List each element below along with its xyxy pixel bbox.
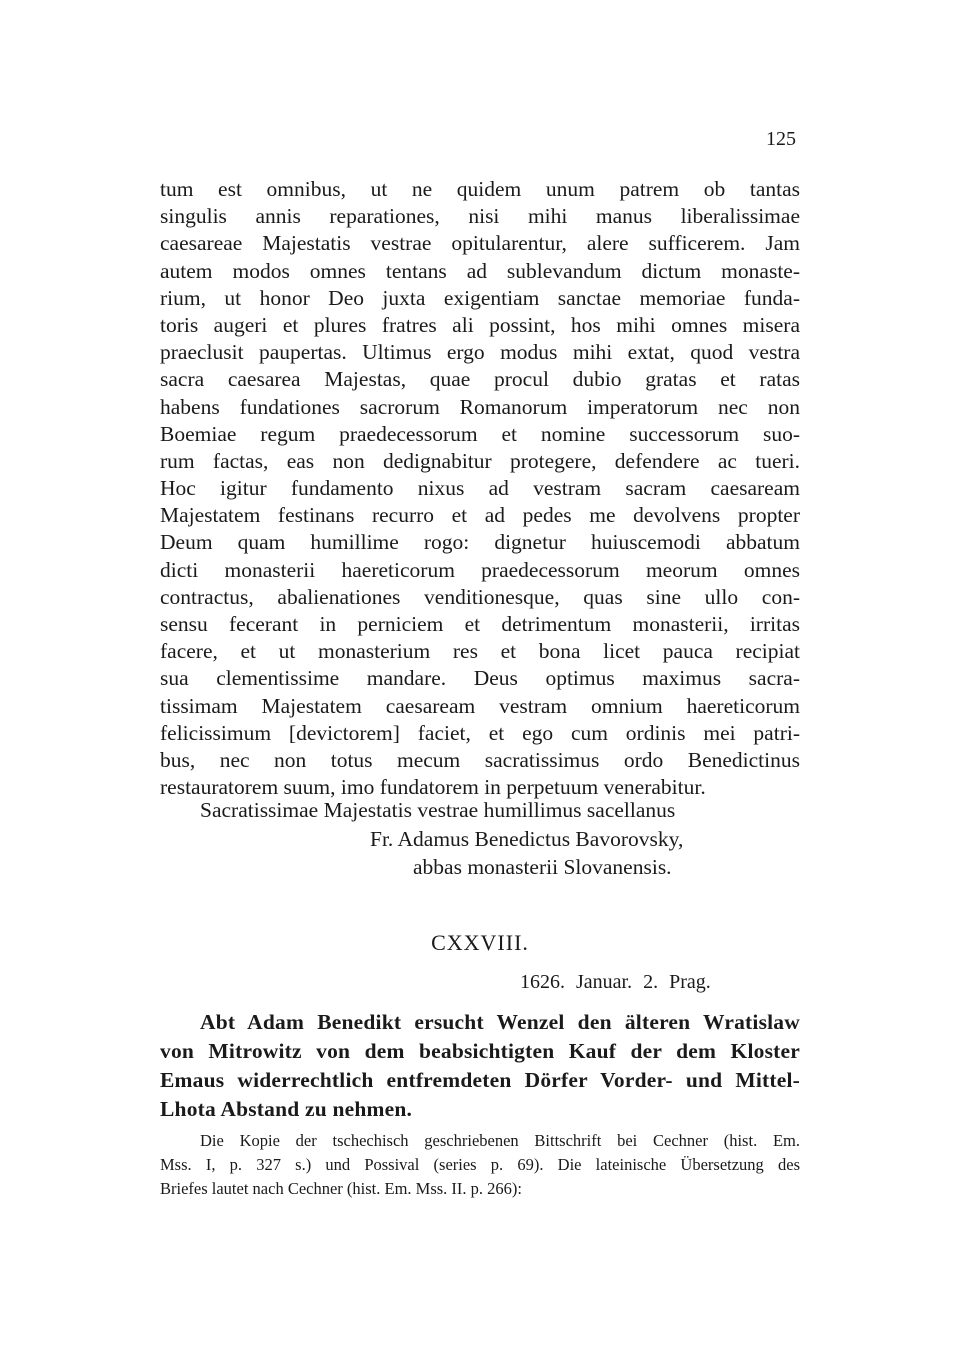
body-line: contractus, abalienationes venditionesque, quas sine ullo con- bbox=[160, 584, 800, 609]
note-line: Mss. I, p. 327 s.) und Possival (series p. 69). Die lateinische Übersetzung des bbox=[160, 1155, 800, 1174]
document-number: CXXVIII. bbox=[431, 930, 529, 955]
body-line: autem modos omnes tentans ad sublevandum dictum monaste- bbox=[160, 258, 800, 283]
signature-name: Fr. Adamus Benedictus Bavorovsky, bbox=[370, 827, 684, 851]
body-line: Hoc igitur fundamento nixus ad vestram sacram caesaream bbox=[160, 476, 800, 501]
signature-title: abbas monasterii Slovanensis. bbox=[413, 855, 672, 879]
date-place: 1626. Januar. 2. Prag. bbox=[520, 971, 711, 993]
body-line: rum factas, eas non dedignabitur protegere, defendere ac tueri. bbox=[160, 448, 800, 473]
body-line: dicti monasterii haereticorum praedecessorum meorum omnes bbox=[160, 557, 800, 582]
closing-salutation: Sacratissimae Majestatis vestrae humillimus sacellanus bbox=[200, 798, 676, 822]
body-line: sua clementissime mandare. Deus optimus maximus sacra- bbox=[160, 666, 800, 691]
regest-line: Lhota Abstand zu nehmen. bbox=[160, 1097, 413, 1121]
source-note bbox=[160, 1129, 800, 1201]
note-line: Briefes lautet nach Cechner (hist. Em. Mss. II. p. 266): bbox=[160, 1179, 522, 1198]
regest bbox=[160, 1008, 800, 1124]
regest-line: Abt Adam Benedikt ersucht Wenzel den älteren Wratislaw bbox=[200, 1010, 800, 1034]
body-line: facere, et ut monasterium res et bona licet pauca recipiat bbox=[160, 639, 800, 664]
body-line: Majestatem festinans recurro et ad pedes me devolvens propter bbox=[160, 503, 800, 528]
regest-line: von Mitrowitz von dem beabsichtigten Kauf der dem Kloster bbox=[160, 1039, 800, 1063]
body-line: singulis annis reparationes, nisi mihi manus liberalissimae bbox=[160, 204, 800, 229]
body-line: caesareae Majestatis vestrae opitularentur, alere sufficerem. Jam bbox=[160, 231, 800, 256]
note-line: Die Kopie der tschechisch geschriebenen Bittschrift bei Cechner (hist. Em. bbox=[200, 1131, 800, 1150]
body-line: Boemiae regum praedecessorum et nomine successorum suo- bbox=[160, 421, 800, 446]
body-line: bus, nec non totus mecum sacratissimus ordo Benedictinus bbox=[160, 747, 800, 772]
body-line: praeclusit paupertas. Ultimus ergo modus mihi extat, quod vestra bbox=[160, 340, 800, 365]
regest-line: Emaus widerrechtlich entfremdeten Dörfer Vorder- und Mittel- bbox=[160, 1068, 800, 1092]
body-line: tissimam Majestatem caesaream vestram omnium haereticorum bbox=[160, 693, 800, 718]
body-line: rium, ut honor Deo juxta exigentiam sanctae memoriae funda- bbox=[160, 285, 800, 310]
body-line: Deum quam humillime rogo: dignetur huiuscemodi abbatum bbox=[160, 530, 800, 555]
body-line: felicissimum [devictorem] faciet, et ego cum ordinis mei patri- bbox=[160, 720, 800, 745]
body-line: tum est omnibus, ut ne quidem unum patrem ob tantas bbox=[160, 177, 800, 201]
letter-body bbox=[160, 176, 800, 801]
page-number: 125 bbox=[766, 128, 796, 150]
body-line: restauratorem suum, imo fundatorem in perpetuum venerabitur. bbox=[160, 775, 706, 800]
body-line: sacra caesarea Majestas, quae procul dubio gratas et ratas bbox=[160, 367, 800, 392]
body-line: sensu fecerant in perniciem et detrimentum monasterii, irritas bbox=[160, 612, 800, 636]
body-line: habens fundationes sacrorum Romanorum imperatorum nec non bbox=[160, 394, 800, 419]
body-line: toris augeri et plures fratres ali possint, hos mihi omnes misera bbox=[160, 312, 800, 337]
